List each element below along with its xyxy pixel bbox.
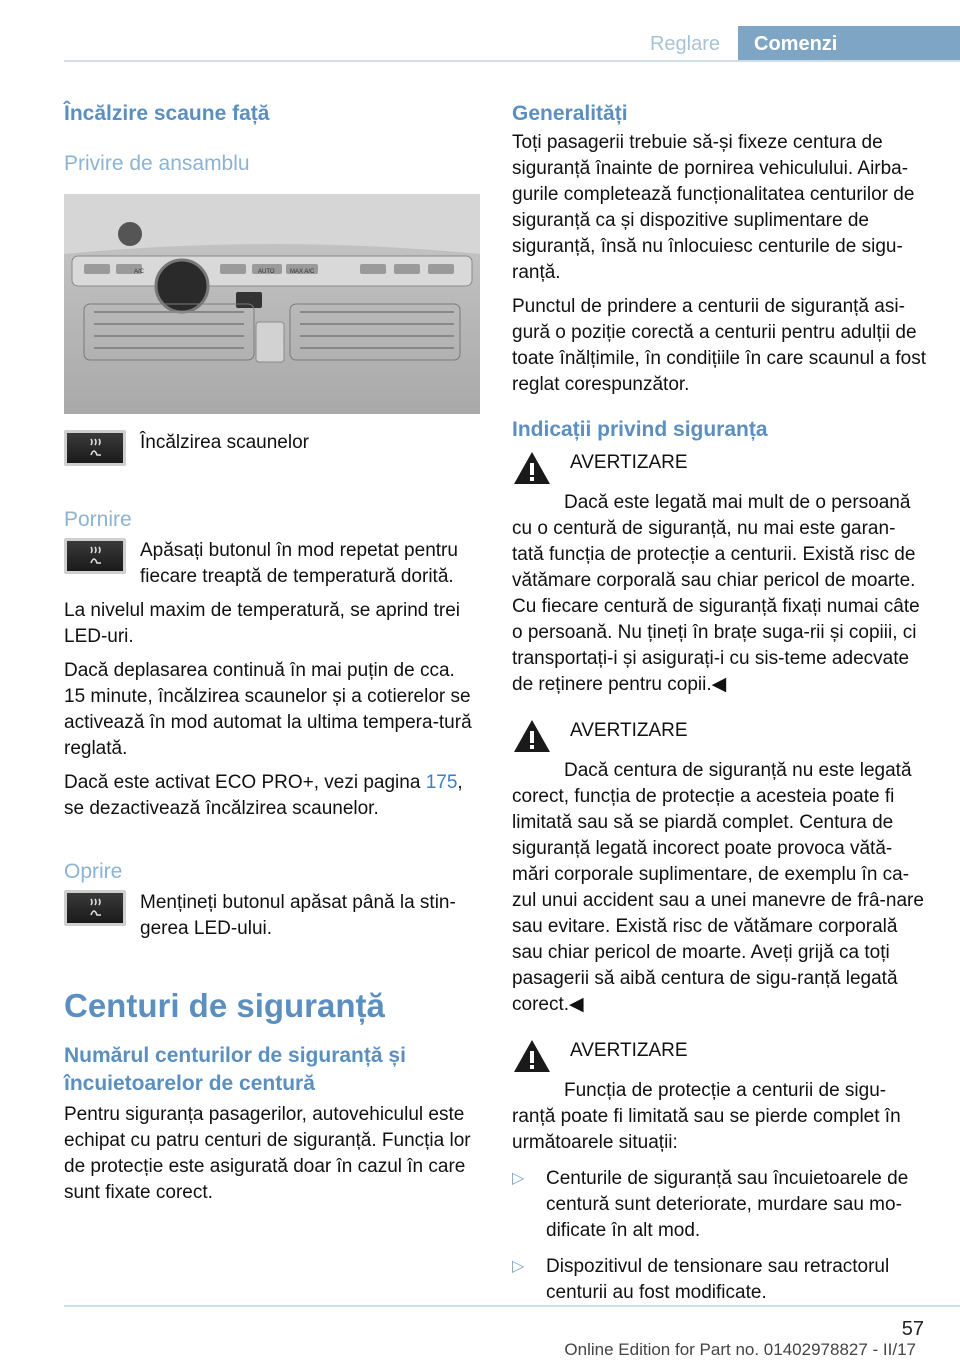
list-item-text: Dispozitivul de tensionare sau retractorul centurii au fost modificate. <box>546 1256 890 1303</box>
ac-label: A/C <box>134 269 145 275</box>
pornire-row <box>64 538 480 590</box>
warning-1 <box>512 450 926 698</box>
general-paragraph-2: Punctul de prindere a centurii de siguranță asi-gură o poziție corectă a centurii pentru adulții de toate înălțimile, în condițiile în care scaunul a fost reglat corespunzător. <box>512 296 927 395</box>
indicatii-heading: Indicații privind siguranța <box>512 418 768 441</box>
chapter-title: Centuri de siguranță <box>64 987 385 1024</box>
section-title: Încălzire scaune față <box>64 102 270 125</box>
bullet-icon: ▷ <box>512 1258 525 1275</box>
warning-label: AVERTIZARE <box>570 1040 688 1061</box>
tab-reglare[interactable]: Reglare <box>649 33 721 55</box>
warning-2 <box>512 718 926 1018</box>
paragraph-leds: La nivelul maxim de temperatură, se aprind trei LED-uri. <box>64 600 461 647</box>
seat-heating-icon <box>64 538 126 574</box>
footer-rule <box>64 1305 960 1307</box>
tab-comenzi[interactable]: Comenzi <box>738 26 960 62</box>
pornire-text: Apăsați butonul în mod repetat pentru fiecare treaptă de temperatură dorită. <box>140 540 458 587</box>
list-item <box>512 1166 926 1244</box>
caption-row <box>64 430 480 466</box>
warning-label: AVERTIZARE <box>570 452 688 473</box>
warning-text: Dacă este legată mai mult de o persoană cu o centură de siguranță, nu mai este garan-tată funcția de protecție a centurii. Există risc de vătămare corporală sau chiar pericol de moarte. Cu fiecare centură de siguranță fixați numai câte o persoană. Nu țineți în brațe suga-rii și copiii, ci transportați-i și asigurați-i cu sis-teme adecvate de reținere pentru copii.◀ <box>512 492 920 695</box>
pornire-heading: Pornire <box>64 508 132 531</box>
warning-icon <box>512 1038 552 1074</box>
page-header <box>0 0 960 62</box>
general-paragraph-1: Toți pasagerii trebuie să-și fixeze centura de siguranță înainte de pornirea vehiculului. Airba-gurile completează funcționalitatea centurilor de siguranță ca și dispozitive suplimentare de siguranță, însă nu înlocuiesc centurile de sigu-ranță. <box>512 132 915 283</box>
seat-heating-icon <box>64 430 126 466</box>
oprire-text: Mențineți butonul apăsat până la stin-gerea LED-ului. <box>140 892 456 939</box>
warning-label: AVERTIZARE <box>570 720 688 741</box>
page-link[interactable]: 175 <box>425 772 458 793</box>
header-rule <box>64 60 960 62</box>
subsection-title: Privire de ansamblu <box>64 152 250 175</box>
max-ac-label: MAX A/C <box>290 269 315 275</box>
oprire-row <box>64 890 480 942</box>
warning-text: Dacă centura de siguranță nu este legată corect, funcția de protecție a acesteia poate fi limitată sau să se piardă complet. Centura de siguranță legată incorect poate provoca vătă-mări corporale suplimentare, de exemplu în ca-zul unui accident sau a unei manevre de frâ-nare sau evitare. Există risc de vătămare corporală sau chiar pericol de moarte. Aveți grijă ca toți pasagerii să aibă centura de sigu-ranță legată corect.◀ <box>512 760 924 1015</box>
numar-text: Pentru siguranța pasagerilor, autovehiculul este echipat cu patru centuri de siguranță. Funcția lor de protecție este asigurată doar în cazul în care sunt fixate corect. <box>64 1104 471 1203</box>
photo-caption: Încălzirea scaunelor <box>140 432 309 453</box>
list-item-text: Centurile de siguranță sau încuietoarele de centură sunt deteriorate, murdare sau mo-dificate în alt mod. <box>546 1168 909 1241</box>
warning-3 <box>512 1038 926 1306</box>
seat-heating-icon <box>64 890 126 926</box>
dashboard-photo <box>64 194 480 414</box>
list-item <box>512 1254 926 1306</box>
edition-text: Online Edition for Part no. 01402978827 - II/17 <box>564 1340 916 1359</box>
paragraph-eco: Dacă este activat ECO PRO+, vezi pagina 175, se dezactivează încălzirea scaunelor. <box>64 772 463 819</box>
numar-heading: Numărul centurilor de siguranță și încuietoarelor de centură <box>64 1044 406 1095</box>
general-heading: Generalități <box>512 102 628 125</box>
warning-icon <box>512 718 552 754</box>
warning-icon <box>512 450 552 486</box>
paragraph-auto: Dacă deplasarea continuă în mai puțin de cca. 15 minute, încălzirea scaunelor și a cotierelor se activează în mod automat la ultima tempera-tură reglată. <box>64 660 472 759</box>
auto-label: AUTO <box>258 269 275 275</box>
warning-text: Funcția de protecție a centurii de sigu-ranță poate fi limitată sau se pierde complet în următoarele situații: <box>512 1080 901 1153</box>
page-number: 57 <box>901 1318 924 1340</box>
climate-control-illustration <box>64 194 480 414</box>
left-column <box>64 100 480 1206</box>
bullet-icon: ▷ <box>512 1170 525 1187</box>
oprire-heading: Oprire <box>64 860 123 883</box>
right-column <box>512 100 926 1306</box>
